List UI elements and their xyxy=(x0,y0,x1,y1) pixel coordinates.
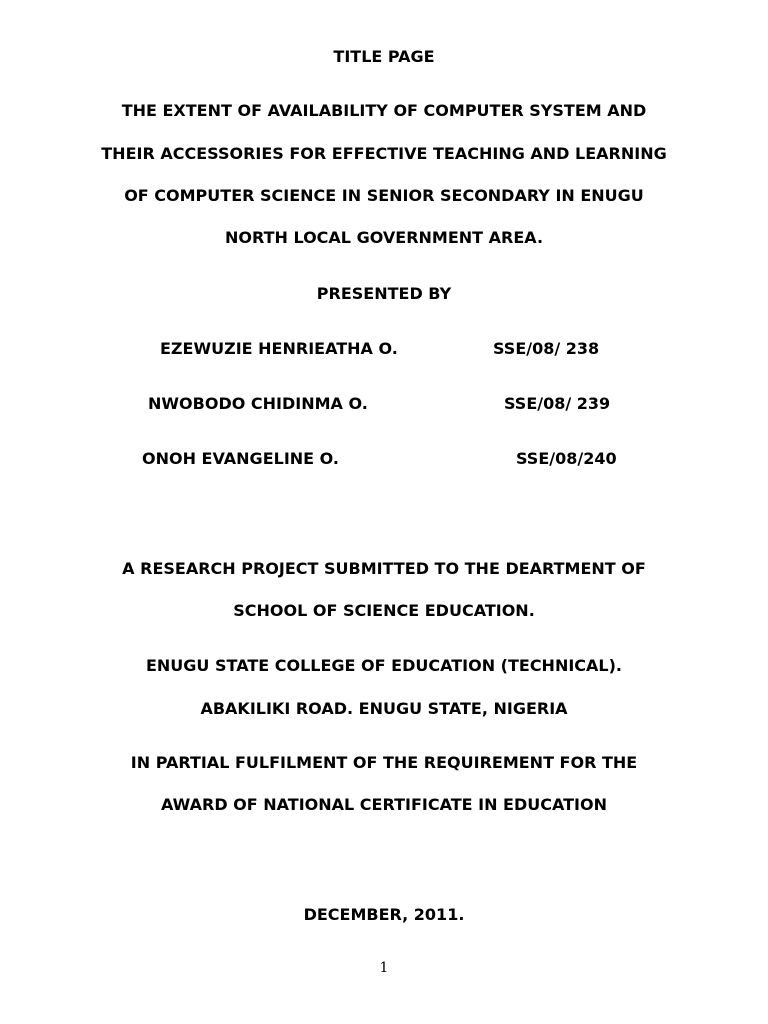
submission-line-2: SCHOOL OF SCIENCE EDUCATION. xyxy=(233,601,535,620)
submission-date: DECEMBER, 2011. xyxy=(303,905,465,924)
page-number: 1 xyxy=(379,960,389,976)
presented-by-label: PRESENTED BY xyxy=(316,284,452,303)
presenter-3-name: ONOH EVANGELINE O. xyxy=(142,449,339,468)
page-heading: TITLE PAGE xyxy=(333,47,435,66)
presenter-3-reg-no: SSE/08/240 xyxy=(516,449,617,468)
project-title-line-2: THEIR ACCESSORIES FOR EFFECTIVE TEACHING AND LEARNING xyxy=(101,144,667,163)
presenter-2-reg-no: SSE/08/ 239 xyxy=(504,394,611,413)
presenter-1-reg-no: SSE/08/ 238 xyxy=(493,339,600,358)
project-title-line-3: OF COMPUTER SCIENCE IN SENIOR SECONDARY IN ENUGU xyxy=(124,186,644,205)
project-title-line-1: THE EXTENT OF AVAILABILITY OF COMPUTER SYSTEM AND xyxy=(121,101,647,120)
presenter-2-name: NWOBODO CHIDINMA O. xyxy=(148,394,368,413)
institution-line-2: ABAKILIKI ROAD. ENUGU STATE, NIGERIA xyxy=(200,699,568,718)
presenter-1-name: EZEWUZIE HENRIEATHA O. xyxy=(160,339,398,358)
fulfilment-line-1: IN PARTIAL FULFILMENT OF THE REQUIREMENT FOR THE xyxy=(130,753,638,772)
submission-line-1: A RESEARCH PROJECT SUBMITTED TO THE DEARTMENT OF xyxy=(122,559,646,578)
institution-line-1: ENUGU STATE COLLEGE OF EDUCATION (TECHNICAL). xyxy=(145,656,622,675)
fulfilment-line-2: AWARD OF NATIONAL CERTIFICATE IN EDUCATION xyxy=(161,795,607,814)
project-title-line-4: NORTH LOCAL GOVERNMENT AREA. xyxy=(224,228,544,247)
